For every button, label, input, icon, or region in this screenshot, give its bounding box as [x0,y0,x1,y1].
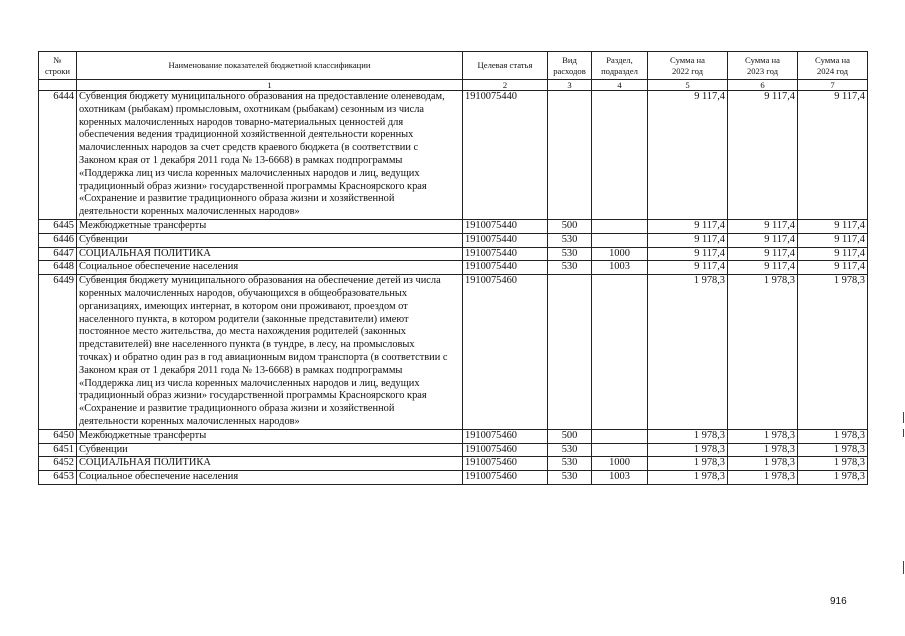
table-row [39,429,868,443]
cell-sum-2022: 1 978,3 [648,457,728,471]
cell-target-article: 1910075440 [463,219,548,233]
column-number [39,80,77,91]
cell-expense-type [548,91,592,220]
column-number: 4 [592,80,648,91]
margin-mark [903,412,904,423]
cell-indicator-name: Межбюджетные трансферты [77,219,463,233]
cell-expense-type: 500 [548,429,592,443]
cell-sum-2022: 1 978,3 [648,471,728,485]
cell-indicator-name: Субвенция бюджету муниципального образования на обеспечение детей из числа коренных малочисленных народов, обучающихся в общеобразовательных организациях, имеющих интернат, в котором они проживают, проездом от населенного пункта, в котором родители (законные представители) имеют постоянное место жительства, до места нахождения родителей (законных представителей) вне населенного пункта (в тундре, в лесу, на промысловых точках) и обратно один раз в год авиационным видом транспорта (в соответствии с Законом края от 1 декабря 2011 года № 13-6668) в рамках подпрограммы «Поддержка лиц из числа коренных малочисленных народов и лиц, ведущих традиционный образ жизни» государственной программы Красноярского края «Сохранение и развитие традиционного образа жизни и хозяйственной деятельности коренных малочисленных народов» [77,275,463,430]
cell-sum-2024: 9 117,4 [798,219,868,233]
cell-row-number: 6452 [39,457,77,471]
cell-sum-2024: 1 978,3 [798,457,868,471]
margin-mark [903,429,904,437]
cell-row-number: 6450 [39,429,77,443]
column-number: 1 [77,80,463,91]
cell-sum-2022: 9 117,4 [648,233,728,247]
cell-sum-2023: 1 978,3 [728,457,798,471]
cell-sum-2023: 9 117,4 [728,91,798,220]
cell-row-number: 6451 [39,443,77,457]
table-row [39,275,868,430]
cell-row-number: 6446 [39,233,77,247]
cell-indicator-name: Субвенции [77,443,463,457]
header-row-no: № строки [39,52,77,80]
cell-target-article: 1910075460 [463,429,548,443]
cell-row-number: 6453 [39,471,77,485]
cell-sum-2023: 1 978,3 [728,443,798,457]
cell-sum-2024: 1 978,3 [798,471,868,485]
cell-expense-type: 530 [548,261,592,275]
cell-sum-2024: 9 117,4 [798,261,868,275]
cell-target-article: 1910075460 [463,471,548,485]
header-sum-2023: Сумма на 2023 год [728,52,798,80]
cell-sum-2023: 9 117,4 [728,261,798,275]
cell-expense-type: 530 [548,247,592,261]
cell-sum-2022: 1 978,3 [648,443,728,457]
cell-target-article: 1910075460 [463,275,548,430]
cell-row-number: 6444 [39,91,77,220]
cell-sum-2023: 1 978,3 [728,275,798,430]
cell-sum-2024: 1 978,3 [798,275,868,430]
cell-target-article: 1910075440 [463,233,548,247]
cell-target-article: 1910075460 [463,443,548,457]
cell-section: 1003 [592,471,648,485]
header-target: Целевая статья [463,52,548,80]
cell-indicator-name: Межбюджетные трансферты [77,429,463,443]
cell-sum-2022: 9 117,4 [648,247,728,261]
cell-sum-2022: 9 117,4 [648,91,728,220]
table-row [39,457,868,471]
table-row [39,471,868,485]
cell-expense-type: 530 [548,443,592,457]
header-sum-2022: Сумма на 2022 год [648,52,728,80]
cell-expense-type: 530 [548,471,592,485]
margin-mark [903,561,904,574]
header-sum-2024: Сумма на 2024 год [798,52,868,80]
column-number: 2 [463,80,548,91]
column-number-row [39,80,868,91]
cell-row-number: 6447 [39,247,77,261]
table-row [39,443,868,457]
cell-target-article: 1910075460 [463,457,548,471]
cell-row-number: 6449 [39,275,77,430]
cell-section [592,219,648,233]
cell-section: 1000 [592,457,648,471]
cell-sum-2022: 1 978,3 [648,275,728,430]
cell-target-article: 1910075440 [463,91,548,220]
table-row [39,261,868,275]
cell-sum-2022: 9 117,4 [648,261,728,275]
cell-expense-type: 500 [548,219,592,233]
header-expense-type: Вид расходов [548,52,592,80]
cell-sum-2022: 1 978,3 [648,429,728,443]
cell-section [592,275,648,430]
cell-section: 1000 [592,247,648,261]
cell-indicator-name: Социальное обеспечение населения [77,471,463,485]
cell-sum-2023: 9 117,4 [728,247,798,261]
cell-expense-type: 530 [548,233,592,247]
cell-indicator-name: Субвенции [77,233,463,247]
budget-table [38,51,868,485]
cell-target-article: 1910075440 [463,261,548,275]
column-number: 6 [728,80,798,91]
cell-expense-type [548,275,592,430]
cell-sum-2023: 1 978,3 [728,429,798,443]
table-row [39,233,868,247]
cell-indicator-name: Субвенция бюджету муниципального образования на предоставление оленеводам, охотникам (рыбакам) промысловым, охотникам (рыбакам) сезонным из числа коренных малочисленных народов товарно-материальных ценностей для обеспечения ведения традиционной хозяйственной деятельности коренных малочисленных народов за счет средств краевого бюджета (в соответствии с Законом края от 1 декабря 2011 года № 13-6668) в рамках подпрограммы «Поддержка лиц из числа коренных малочисленных народов и лиц, ведущих традиционный образ жизни» государственной программы Красноярского края «Сохранение и развитие традиционного образа жизни и хозяйственной деятельности коренных малочисленных народов» [77,91,463,220]
cell-sum-2022: 9 117,4 [648,219,728,233]
column-number: 5 [648,80,728,91]
cell-sum-2023: 9 117,4 [728,233,798,247]
cell-section: 1003 [592,261,648,275]
column-number: 3 [548,80,592,91]
cell-sum-2023: 1 978,3 [728,471,798,485]
cell-sum-2023: 9 117,4 [728,219,798,233]
column-number: 7 [798,80,868,91]
cell-section [592,233,648,247]
table-row [39,219,868,233]
table-body [39,91,868,485]
cell-indicator-name: СОЦИАЛЬНАЯ ПОЛИТИКА [77,457,463,471]
cell-row-number: 6445 [39,219,77,233]
page-number: 916 [830,596,847,607]
cell-sum-2024: 1 978,3 [798,429,868,443]
cell-indicator-name: СОЦИАЛЬНАЯ ПОЛИТИКА [77,247,463,261]
cell-expense-type: 530 [548,457,592,471]
table-header [39,52,868,91]
header-name: Наименование показателей бюджетной классификации [77,52,463,80]
cell-sum-2024: 9 117,4 [798,91,868,220]
cell-sum-2024: 1 978,3 [798,443,868,457]
cell-section [592,91,648,220]
cell-section [592,429,648,443]
cell-sum-2024: 9 117,4 [798,233,868,247]
table-row [39,91,868,220]
cell-indicator-name: Социальное обеспечение населения [77,261,463,275]
table-row [39,247,868,261]
cell-sum-2024: 9 117,4 [798,247,868,261]
cell-row-number: 6448 [39,261,77,275]
header-section: Раздел, подраздел [592,52,648,80]
cell-target-article: 1910075440 [463,247,548,261]
cell-section [592,443,648,457]
